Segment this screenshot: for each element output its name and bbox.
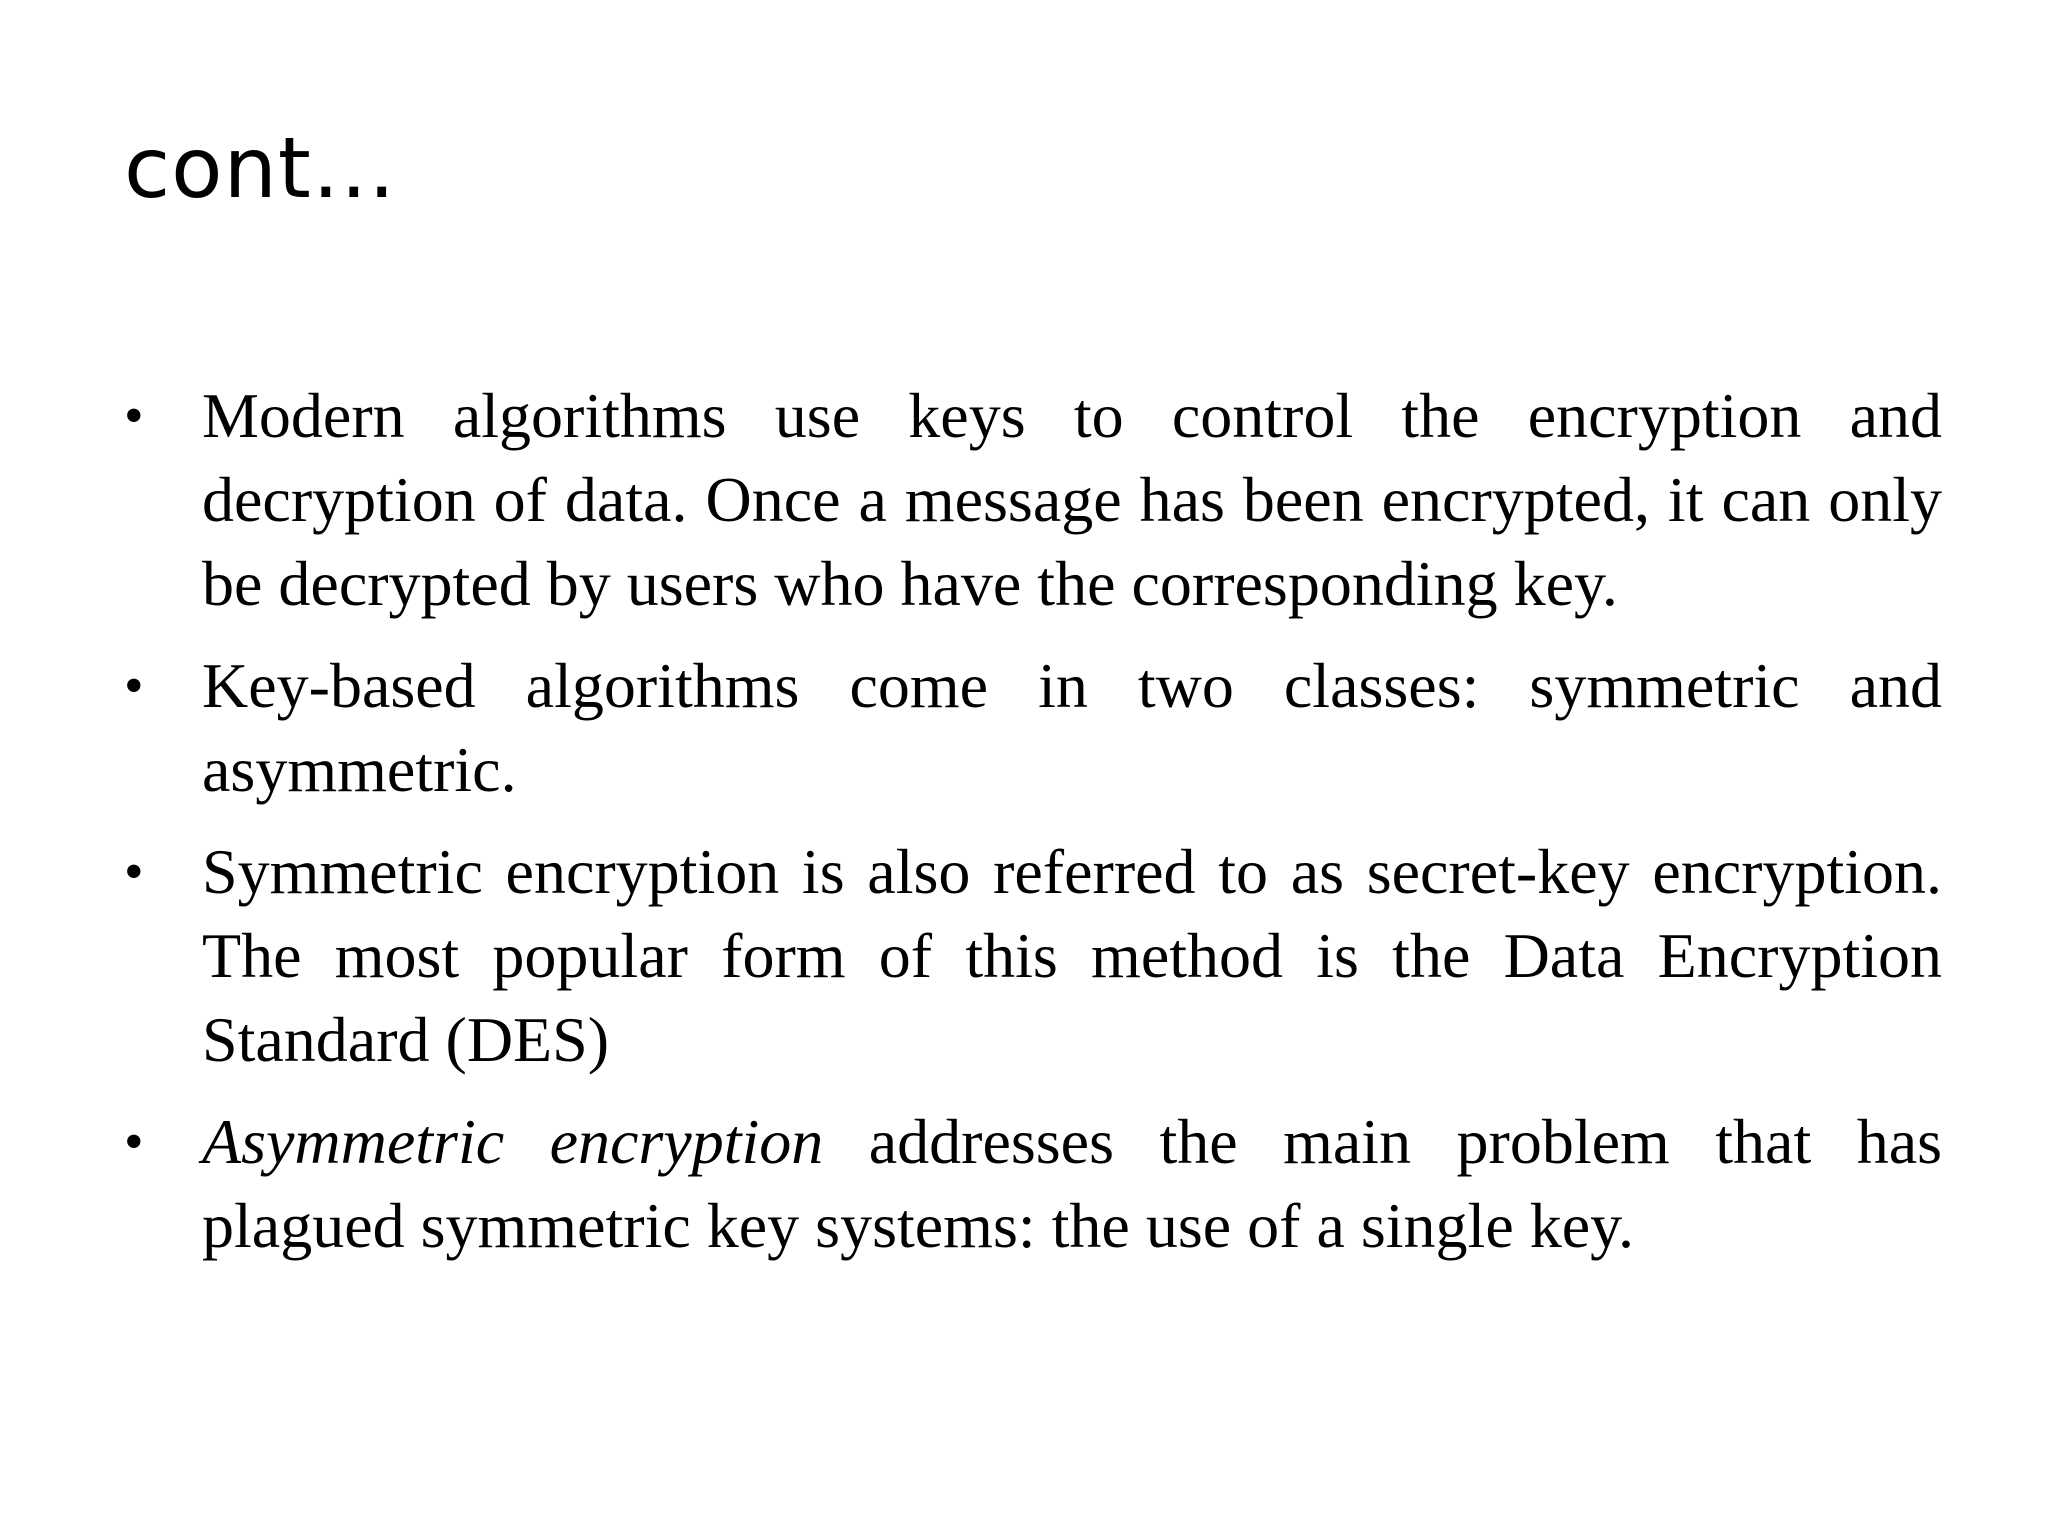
bullet-dot-icon: •	[124, 385, 144, 447]
bullet-text: Modern algorithms use keys to control the encryption and decryption of data. Once a message has been encrypted, it can only be decrypted by users who have the corresponding key.	[202, 380, 1942, 619]
bullet-text-rest: addresses the main problem that has plagued symmetric key systems: the use of a single key.	[202, 1106, 1943, 1261]
bullet-dot-icon: •	[124, 1111, 144, 1173]
bullet-text: Symmetric encryption is also referred to as secret-key encryption. The most popular form of this method is the Data Encryption Standard (DES)	[202, 836, 1942, 1075]
bullet-item	[124, 1100, 1942, 1268]
slide-title: cont…	[124, 119, 397, 217]
bullet-item	[124, 644, 1942, 812]
bullet-item	[124, 374, 1942, 626]
bullet-text	[202, 1106, 1942, 1261]
bullet-item	[124, 830, 1942, 1082]
bullet-list	[124, 374, 1942, 1286]
bullet-dot-icon: •	[124, 655, 144, 717]
bullet-text: Key-based algorithms come in two classes: symmetric and asymmetric.	[202, 650, 1942, 805]
bullet-dot-icon: •	[124, 841, 144, 903]
bullet-italic-lead: Asymmetric encryption	[202, 1106, 824, 1177]
